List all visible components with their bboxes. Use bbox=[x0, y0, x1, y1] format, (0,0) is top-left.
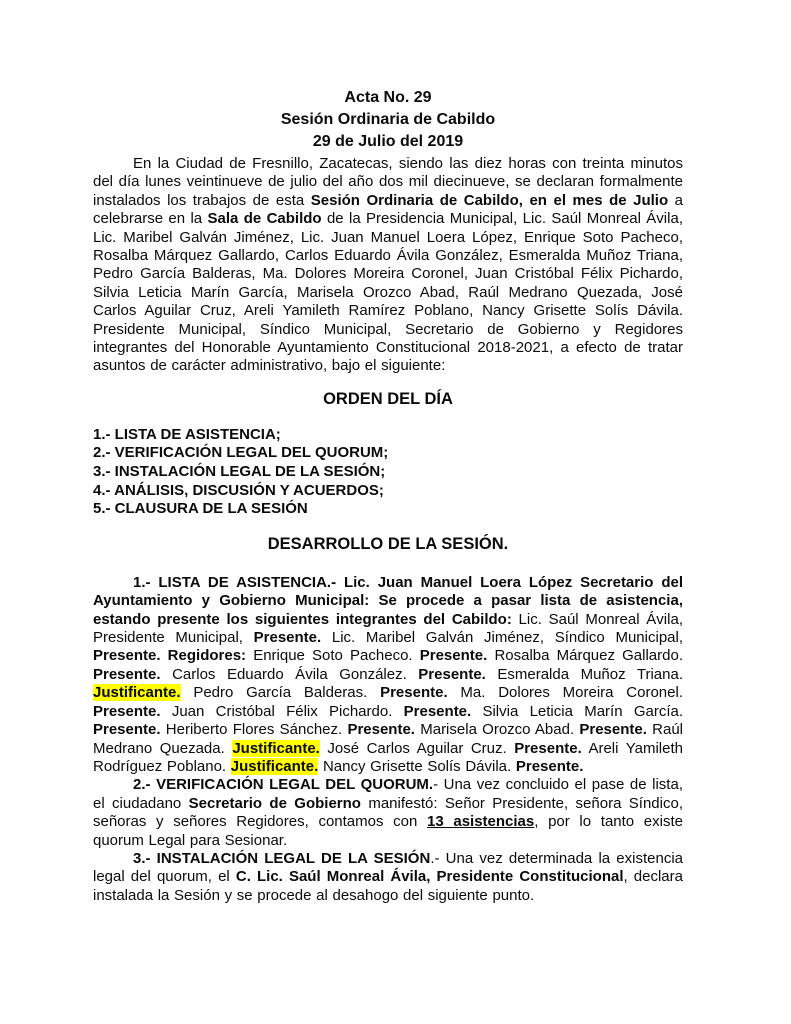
agenda-list bbox=[93, 426, 683, 519]
session-date-title: 29 de Julio del 2019 bbox=[312, 133, 464, 150]
agenda-item-1: 1.- LISTA DE ASISTENCIA; bbox=[93, 425, 281, 443]
acta-number-title: Acta No. 29 bbox=[344, 89, 432, 106]
agenda-item-5: 5.- CLAUSURA DE LA SESIÓN bbox=[93, 500, 308, 518]
desarrollo-heading: DESARROLLO DE LA SESIÓN. bbox=[267, 534, 509, 553]
agenda-item-2: 2.- VERIFICACIÓN LEGAL DEL QUORUM; bbox=[93, 444, 389, 462]
intro-paragraph: En la Ciudad de Fresnillo, Zacatecas, siendo las diez horas con treinta minutos del día lunes veintinueve de julio del año dos mil diecinueve, se declaran formalmente instalados los trabajos de esta Sesión Ordinaria de Cabildo, en el mes de Julio a celebrarse en la Sala de Cabildo de la Presidencia Municipal, Lic. Saúl Monreal Ávila, Lic. Maribel Galván Jiménez, Lic. Juan Manuel Loera López, Enrique Soto Pacheco, Rosalba Márquez Gallardo, Carlos Eduardo Ávila González, Esmeralda Muñoz Triana, Pedro García Balderas, Ma. Dolores Moreira Coronel, Juan Cristóbal Félix Pichardo, Silvia Leticia Marín García, Marisela Orozco Abad, Raúl Medrano Quezada, José Carlos Aguilar Cruz, Areli Yamileth Ramírez Poblano, Nancy Grisette Solís Dávila. Presidente Municipal, Síndico Municipal, Secretario de Gobierno y Regidores integrantes del Honorable Ayuntamiento Constitucional 2018-2021, a efecto de tratar asuntos de carácter administrativo, bajo el siguiente: bbox=[93, 155, 683, 375]
session-body bbox=[93, 574, 683, 905]
lista-asistencia-paragraph: 1.- LISTA DE ASISTENCIA.- Lic. Juan Manuel Loera López Secretario del Ayuntamiento y Gobierno Municipal: Se procede a pasar lista de asistencia, estando presente los siguientes integrantes del Cabildo: Lic. Saúl Monreal Ávila, Presidente Municipal, Presente. Lic. Maribel Galván Jiménez, Síndico Municipal, Presente. Regidores: Enrique Soto Pacheco. Presente. Rosalba Márquez Gallardo. Presente. Carlos Eduardo Ávila González. Presente. Esmeralda Muñoz Triana. Justificante. Pedro García Balderas. Presente. Ma. Dolores Moreira Coronel. Presente. Juan Cristóbal Félix Pichardo. Presente. Silvia Leticia Marín García. Presente. Heriberto Flores Sánchez. Presente. Marisela Orozco Abad. Presente. Raúl Medrano Quezada. Justificante. José Carlos Aguilar Cruz. Presente. Areli Yamileth Rodríguez Poblano. Justificante. Nancy Grisette Solís Dávila. Presente. bbox=[93, 573, 684, 775]
instalacion-sesion-paragraph: 3.- INSTALACIÓN LEGAL DE LA SESIÓN.- Una vez determinada la existencia legal del quorum, el C. Lic. Saúl Monreal Ávila, Presidente Constitucional, declara instalada la Sesión y se procede al desahogo del siguiente punto. bbox=[93, 849, 683, 904]
session-type-title: Sesión Ordinaria de Cabildo bbox=[280, 111, 496, 128]
agenda-item-3: 3.- INSTALACIÓN LEGAL DE LA SESIÓN; bbox=[93, 463, 386, 481]
orden-del-dia-heading: ORDEN DEL DÍA bbox=[323, 389, 453, 408]
verificacion-quorum-paragraph: 2.- VERIFICACIÓN LEGAL DEL QUORUM.- Una vez concluido el pase de lista, el ciudadano Secretario de Gobierno manifestó: Señor Presidente, señora Síndico, señoras y señores Regidores, contamos con 13 asistencias, por lo tanto existe quorum Legal para Sesionar. bbox=[93, 776, 683, 849]
document-title-block bbox=[93, 87, 683, 153]
agenda-item-4: 4.- ANÁLISIS, DISCUSIÓN Y ACUERDOS; bbox=[93, 481, 384, 499]
